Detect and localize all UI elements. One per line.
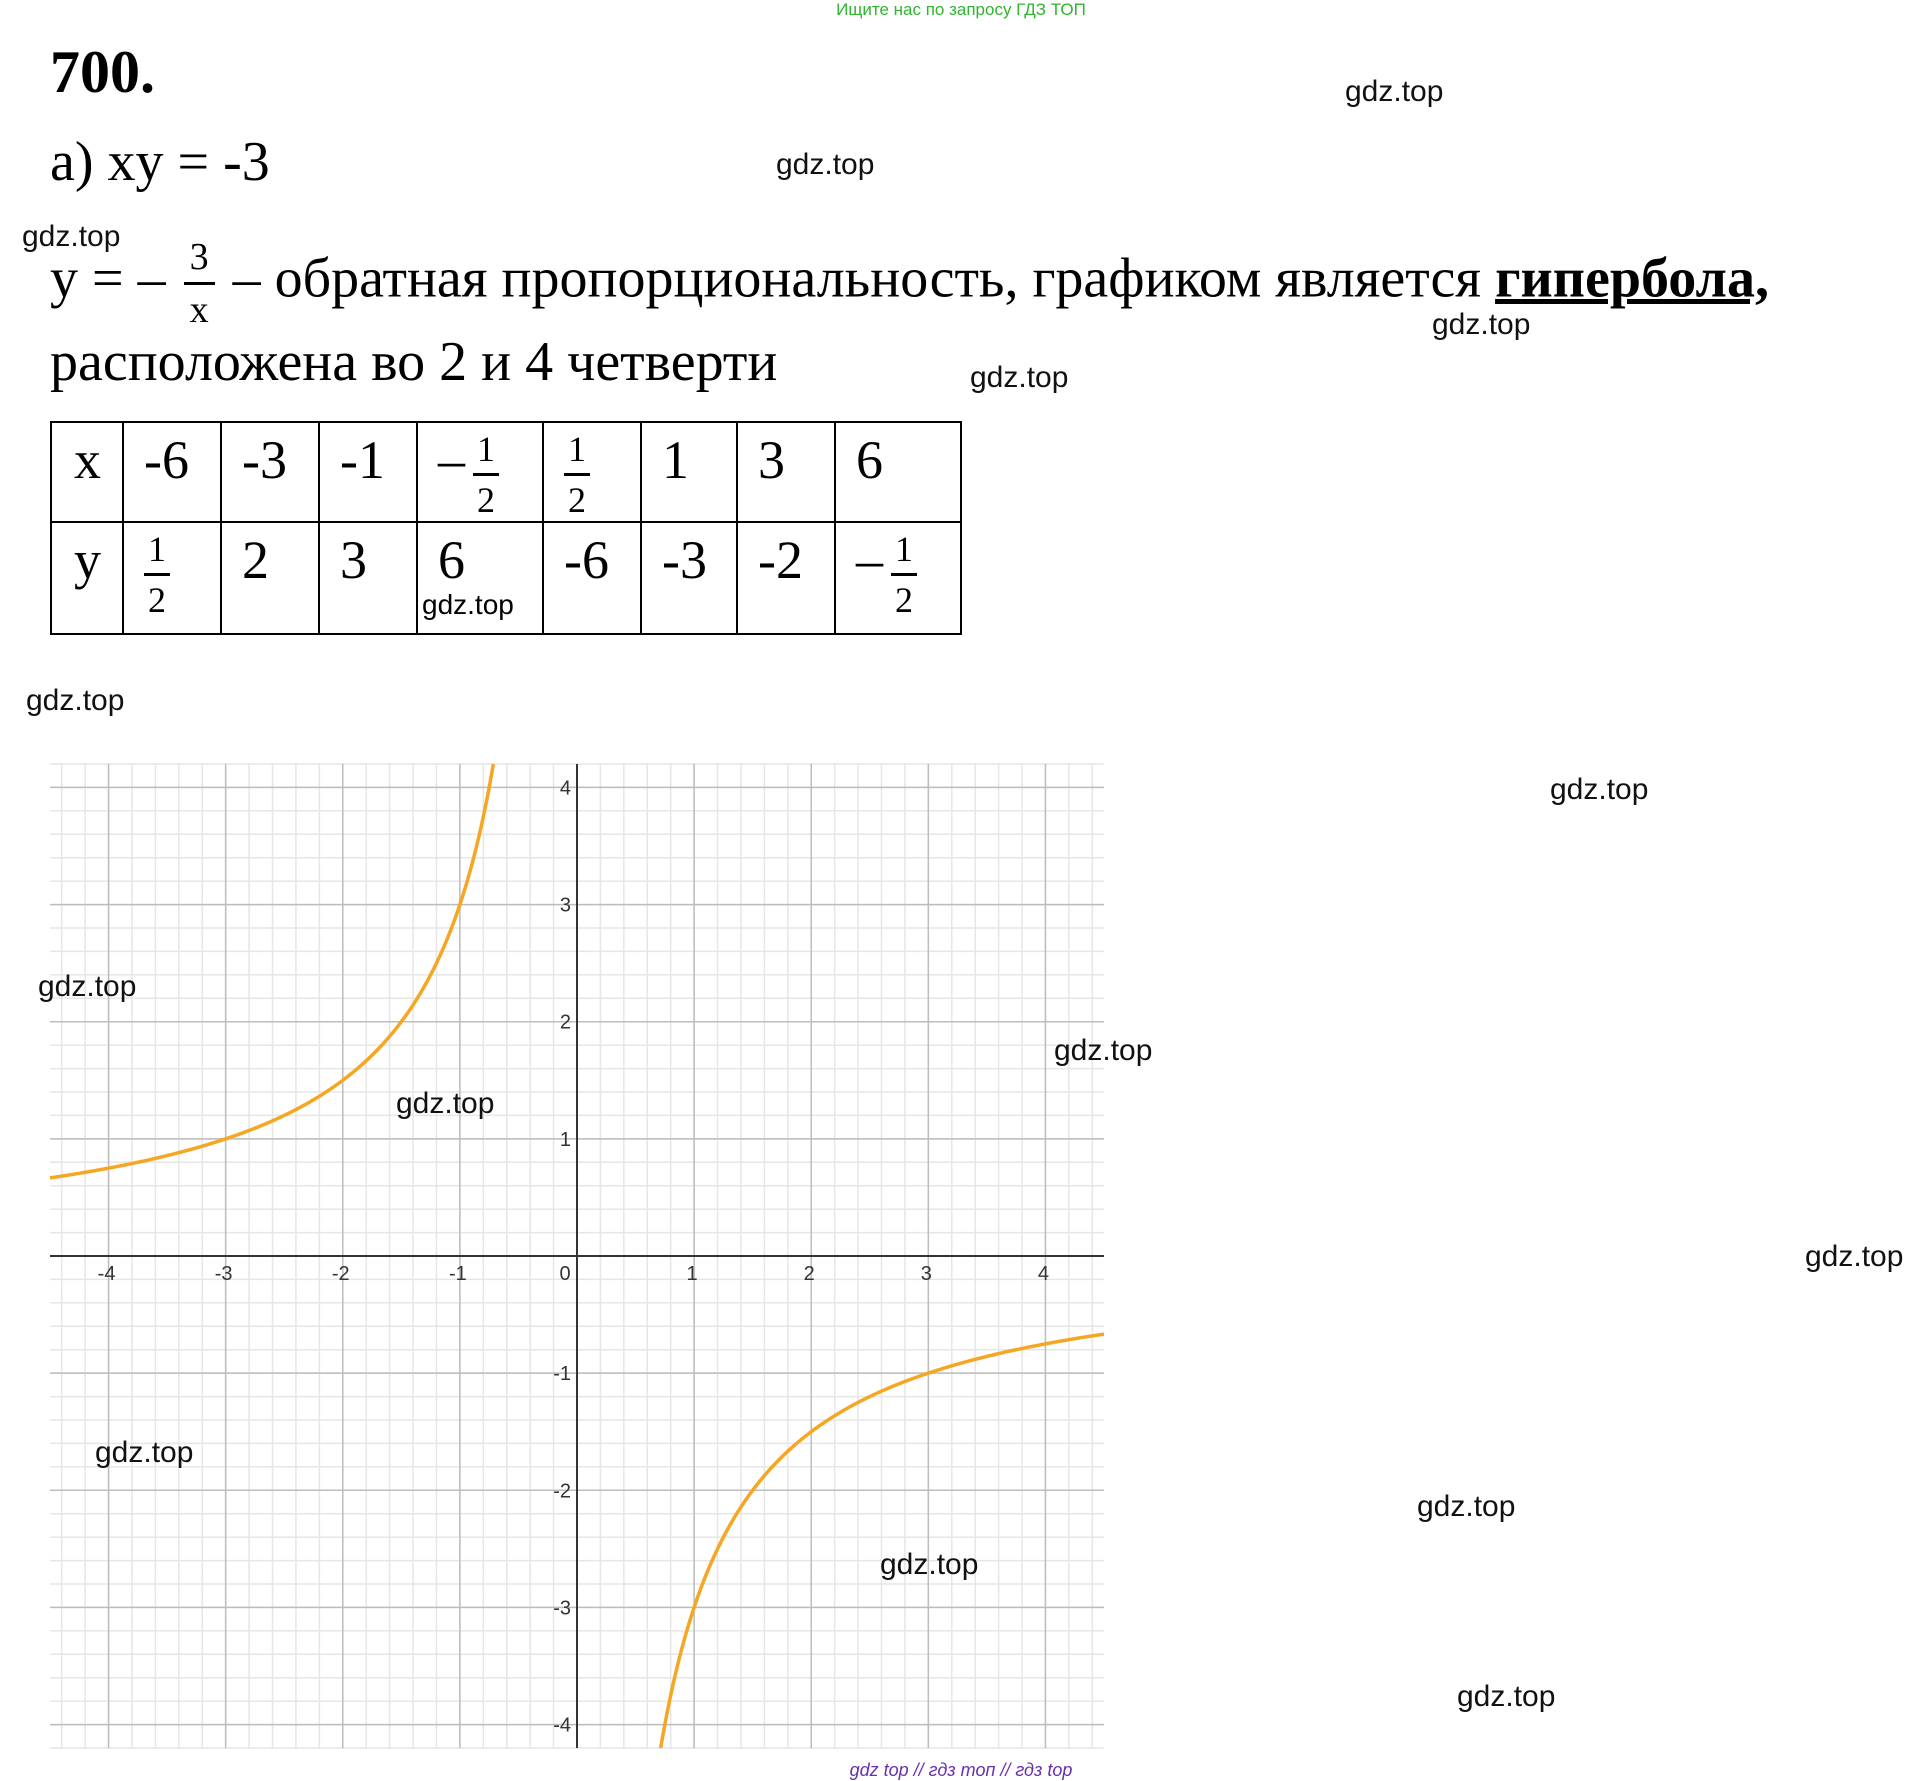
- minus-sign: –: [856, 530, 883, 590]
- numerator: 1: [144, 529, 170, 576]
- watermark: gdz.top: [1054, 1034, 1153, 1067]
- x-tick-label: 4: [1037, 1263, 1050, 1285]
- minus-sign: –: [438, 430, 465, 490]
- footer-links[interactable]: gdz top // гдз топ // гдз top: [849, 1760, 1073, 1780]
- watermark: gdz.top: [396, 1087, 495, 1120]
- x-header-cell: x: [51, 422, 123, 522]
- watermark: gdz.top: [38, 970, 137, 1003]
- watermark: gdz.top: [1432, 308, 1531, 341]
- y-tick-label: -4: [553, 1714, 571, 1737]
- problem-number: 700.: [50, 39, 155, 105]
- y-cell: 2: [221, 522, 319, 634]
- numerator: 1: [473, 429, 499, 476]
- y-tick-label: -1: [553, 1363, 571, 1386]
- numerator: 1: [891, 529, 917, 576]
- x-cell: 3: [737, 422, 835, 522]
- y-header-cell: y: [51, 522, 123, 634]
- top-banner[interactable]: Ищите нас по запросу ГДЗ ТОП: [836, 0, 1086, 19]
- watermark: gdz.top: [95, 1436, 194, 1469]
- y-cell-value: 6: [438, 530, 465, 590]
- x-cell: -6: [123, 422, 221, 522]
- numerator: 1: [564, 429, 590, 476]
- watermark: gdz.top: [1457, 1680, 1556, 1713]
- watermark: gdz.top: [422, 589, 514, 620]
- y-tick-label: 2: [559, 1011, 571, 1034]
- watermark: gdz.top: [1417, 1490, 1516, 1523]
- graph-type-term: гипербола,: [1495, 247, 1769, 310]
- y-cell: -2: [737, 522, 835, 634]
- x-tick-label: 0: [559, 1263, 571, 1285]
- watermark: gdz.top: [776, 148, 875, 181]
- y-tick-label: -2: [553, 1480, 571, 1503]
- formula-numerator: 3: [184, 238, 215, 285]
- y-cell: 3: [319, 522, 417, 634]
- x-tick-label: -4: [97, 1263, 116, 1285]
- x-cell: -3: [221, 422, 319, 522]
- denominator: 2: [477, 480, 495, 520]
- watermark: gdz.top: [26, 684, 125, 717]
- x-cell: 6: [835, 422, 961, 522]
- x-cell: 1: [641, 422, 737, 522]
- watermark: gdz.top: [880, 1548, 979, 1581]
- x-cell: -1: [319, 422, 417, 522]
- watermark: gdz.top: [1345, 75, 1444, 108]
- x-tick-label: 3: [920, 1263, 932, 1285]
- x-tick-label: 1: [686, 1263, 698, 1285]
- formula-denominator: x: [189, 289, 209, 331]
- watermark: gdz.top: [1550, 773, 1649, 806]
- denominator: 2: [148, 580, 166, 620]
- quadrant-description: расположена во 2 и 4 четверти: [50, 331, 778, 393]
- x-tick-label: -3: [214, 1263, 233, 1285]
- y-tick-label: -3: [553, 1597, 571, 1620]
- y-tick-label: 3: [559, 894, 571, 917]
- denominator: 2: [895, 580, 913, 620]
- x-tick-label: -2: [331, 1263, 350, 1285]
- y-tick-label: 4: [559, 777, 571, 800]
- denominator: 2: [568, 480, 586, 520]
- x-tick-label: 2: [803, 1263, 815, 1285]
- watermark: gdz.top: [1805, 1240, 1904, 1273]
- formula-description: – обратная пропорциональность, графиком является: [232, 247, 1496, 310]
- formula-lhs: y = –: [50, 247, 166, 310]
- part-a-equation: а) xy = -3: [50, 131, 270, 193]
- watermark: gdz.top: [970, 361, 1069, 394]
- y-tick-label: 1: [559, 1128, 571, 1151]
- y-cell: -6: [543, 522, 641, 634]
- y-cell: -3: [641, 522, 737, 634]
- x-tick-label: -1: [448, 1263, 467, 1285]
- watermark: gdz.top: [22, 220, 121, 253]
